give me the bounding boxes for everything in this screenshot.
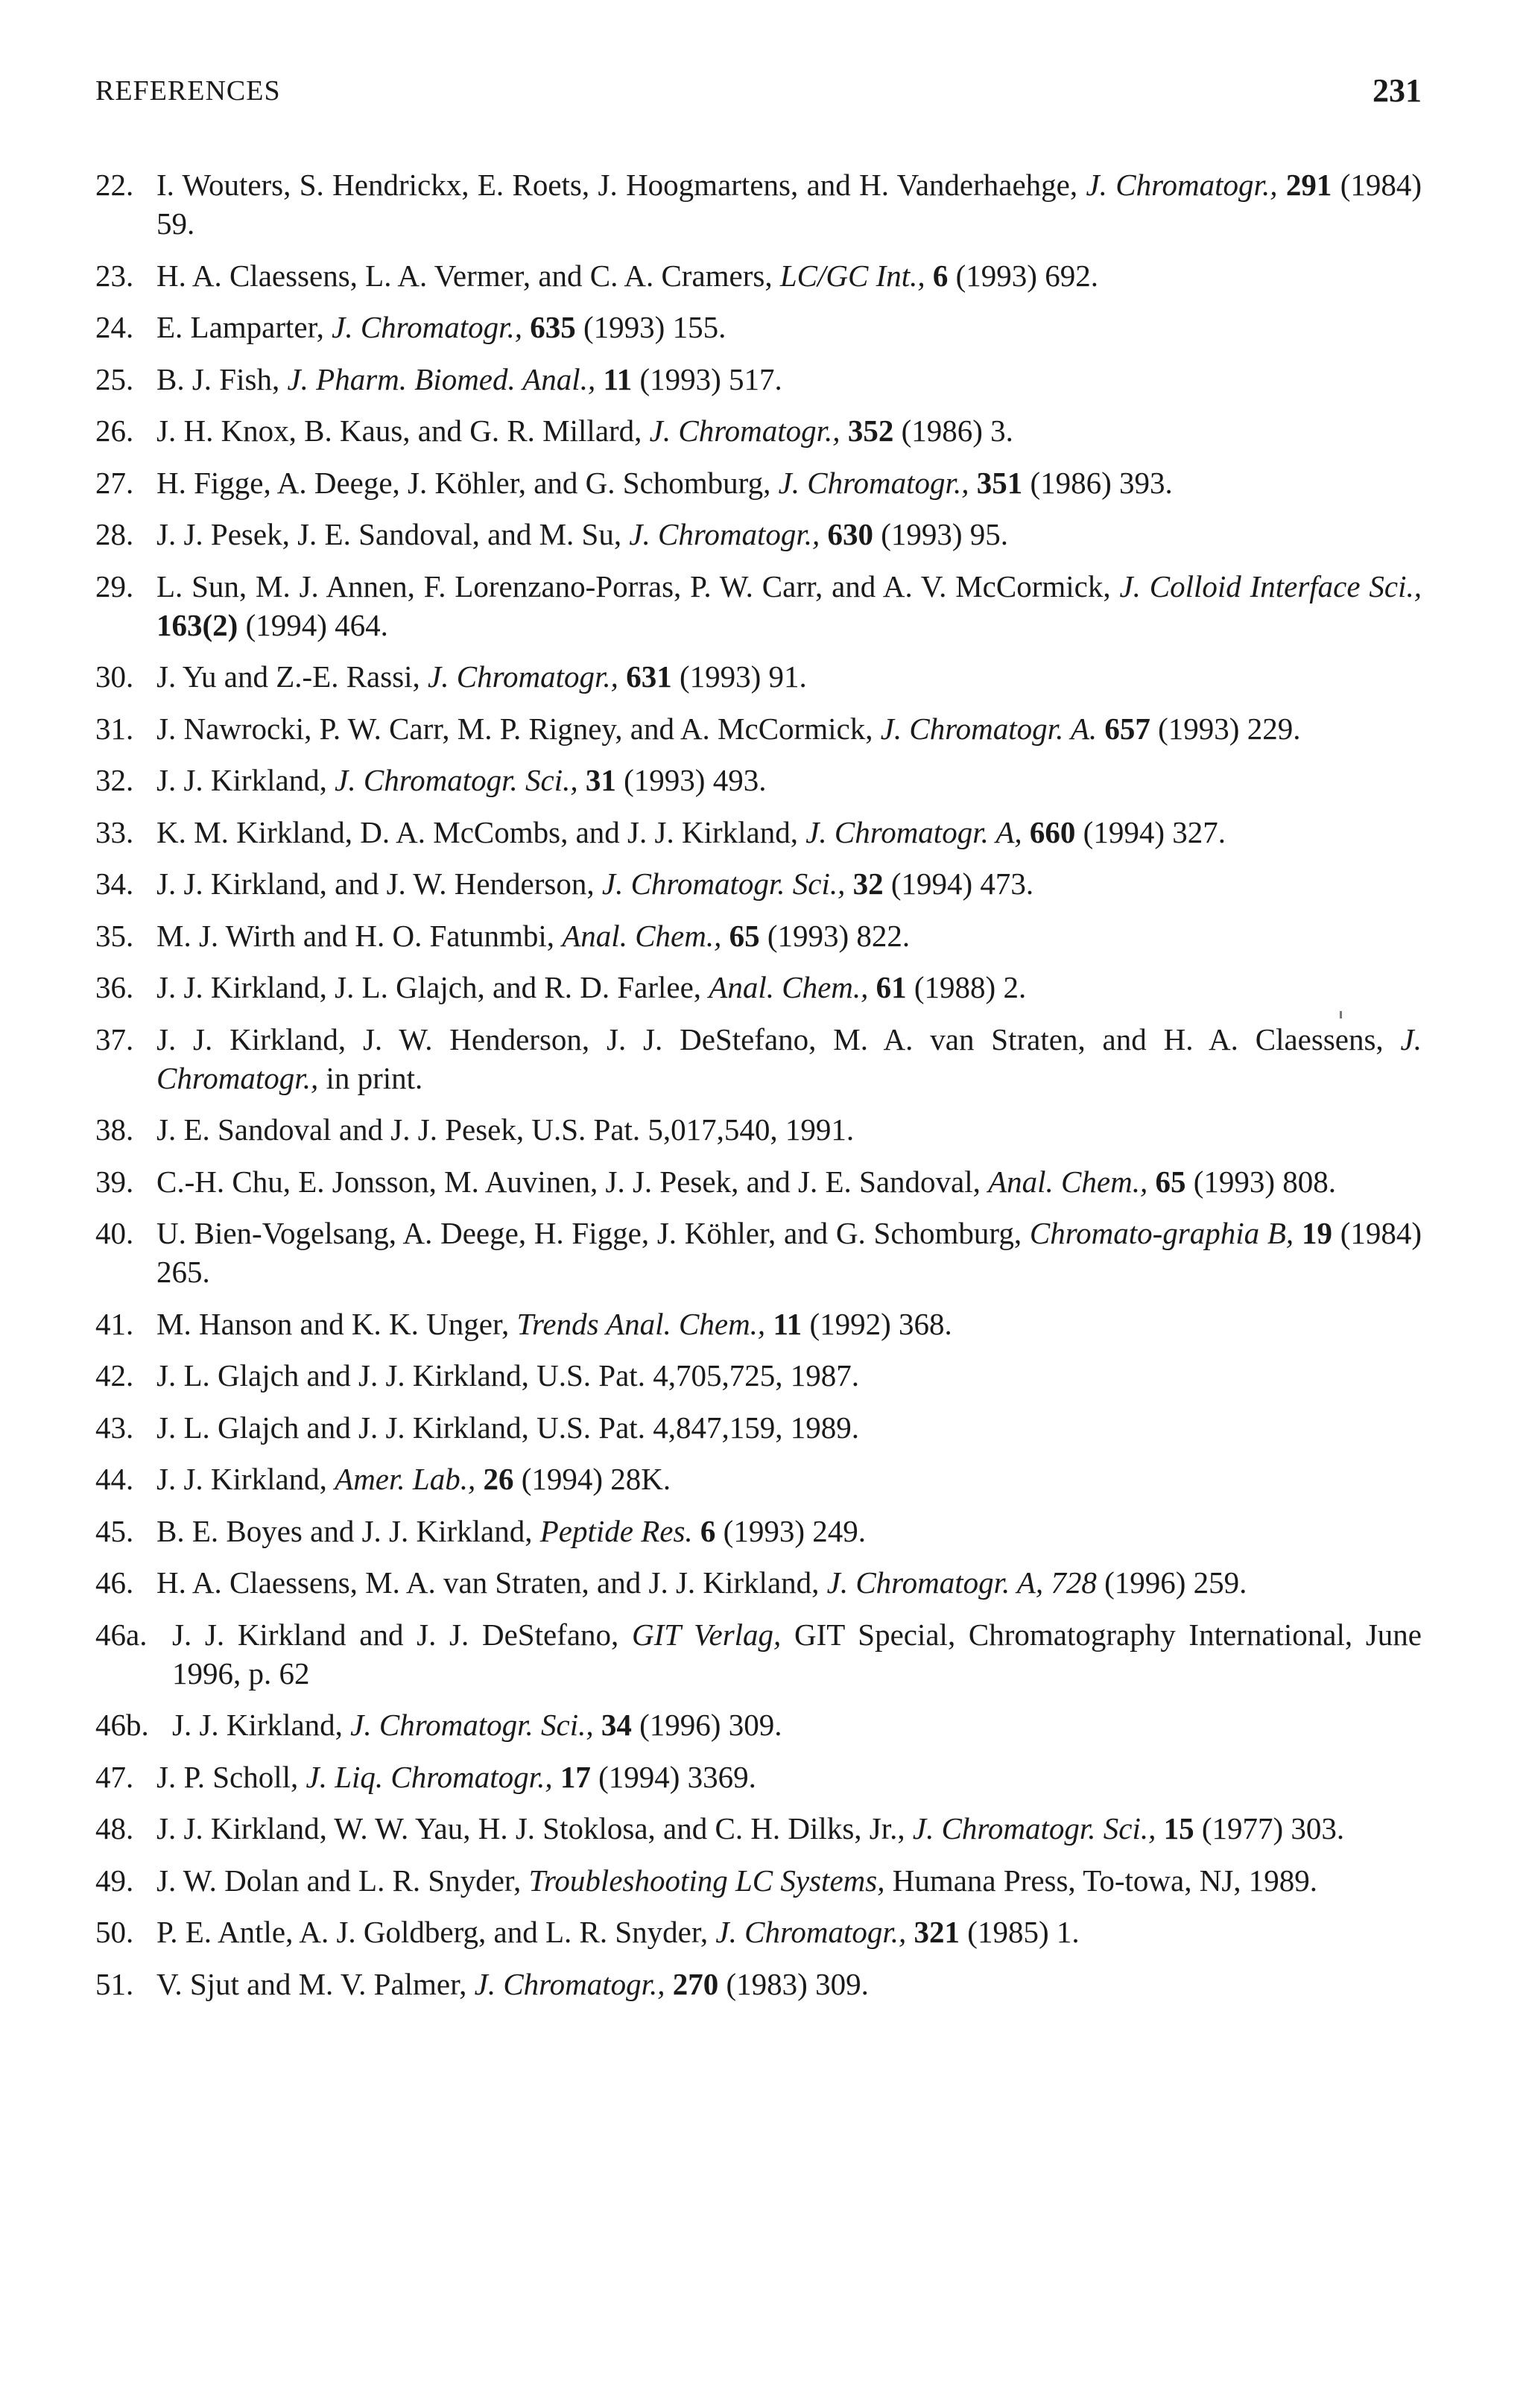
reference-item [95,864,1422,903]
reference-volume: 630 [827,517,873,551]
running-header [95,72,1422,119]
reference-source: J. Chromatogr. Sci., [912,1811,1156,1845]
reference-source: J. Chromatogr., [1086,168,1278,202]
reference-volume: 163(2) [156,607,238,642]
reference-text [1294,1216,1302,1250]
reference-volume: 6 [700,1513,716,1548]
reference-item [95,1110,1422,1149]
reference-text [840,414,848,448]
reference-source: J. Chromatogr. Sci., [350,1708,594,1742]
reference-source: J. Chromatogr., [428,659,618,694]
reference-text [553,1760,560,1794]
reference-text [969,466,976,500]
reference-source: Anal. Chem., [562,918,722,953]
reference-text [868,970,876,1004]
reference-text: (1993) 517. [632,361,782,396]
reference-item [95,968,1422,1007]
reference-text: J. Nawrocki, P. W. Carr, M. P. Rigney, and A. McCormick, [156,711,881,746]
reference-text: (1993) 808. [1185,1164,1337,1199]
reference-list [95,165,1422,2016]
reference-source: J. Chromatogr., [778,465,969,500]
reference-number: 44. [95,1462,134,1496]
reference-number: 23. [95,258,134,293]
reference-source: J. Pharm. Biomed. Anal., [287,361,596,396]
reference-number: 46b. [95,1708,149,1742]
reference-source: J. Chromatogr. Sci., [601,866,846,901]
reference-text: J. H. Knox, B. Kaus, and G. R. Millard, [156,414,650,448]
reference-text: J. E. Sandoval and J. J. Pesek, U.S. Pat. 5,017,540, 1991. [156,1112,855,1147]
reference-text [693,1514,700,1548]
reference-item [95,1408,1422,1447]
reference-item [95,1162,1422,1201]
reference-source: Troubleshooting LC Systems, [528,1863,885,1898]
reference-number: 48. [95,1811,134,1845]
reference-item [95,1512,1422,1550]
reference-text: (1988) 2. [906,970,1027,1004]
reference-volume: 6 [932,258,949,293]
reference-text: J. L. Glajch and J. J. Kirkland, U.S. Pat. 4,847,159, 1989. [156,1410,859,1445]
reference-text: J. L. Glajch and J. J. Kirkland, U.S. Pat. 4,705,725, 1987. [156,1358,859,1392]
reference-text: B. J. Fish, [156,361,288,396]
reference-number: 41. [95,1306,134,1341]
reference-item [95,515,1422,554]
reference-text: (1996) 259. [1096,1565,1247,1600]
reference-text [765,1307,773,1341]
reference-number: 28. [95,517,134,551]
reference-source: Amer. Lab., [335,1462,476,1496]
reference-number: 24. [95,310,134,344]
reference-number: 29. [95,568,134,603]
reference-text [721,919,729,953]
reference-text: (1983) 309. [718,1966,869,2001]
reference-source: GIT Verlag, [631,1617,782,1652]
reference-volume: 61 [876,970,907,1004]
reference-item [95,1563,1422,1602]
reference-number: 39. [95,1164,134,1199]
reference-number: 31. [95,711,134,746]
reference-text: J. J. Kirkland, [172,1708,351,1742]
reference-text: J. J. Kirkland, J. L. Glajch, and R. D. Farlee, [156,970,709,1004]
reference-text: (1993) 249. [715,1513,866,1548]
reference-text: (1993) 155. [575,310,726,344]
reference-item [95,411,1422,450]
reference-number: 33. [95,814,134,849]
reference-text: Humana Press, To-towa, NJ, 1989. [884,1863,1318,1898]
reference-text [925,259,933,293]
reference-text: J. J. Pesek, J. E. Sandoval, and M. Su, [156,517,630,551]
reference-volume: 291 [1285,168,1332,202]
reference-item [95,1356,1422,1395]
reference-text: (1993) 822. [759,918,911,953]
scan-speck [1340,1011,1342,1018]
reference-source: Anal. Chem., [709,970,869,1004]
reference-text: J. J. Kirkland, J. W. Henderson, J. J. DeStefano, M. A. van Straten, and H. A. Claessens, [156,1021,1401,1056]
reference-source: J. Chromatogr., [629,517,820,551]
reference-volume: 660 [1029,814,1076,849]
reference-text: GIT Special, Chromatography International, June 1996, p. 62 [172,1617,1422,1691]
reference-number: 43. [95,1410,134,1445]
reference-item [95,256,1422,295]
reference-text [845,866,852,901]
reference-volume: 11 [603,361,633,396]
reference-number: 34. [95,866,134,901]
reference-text: (1996) 309. [631,1708,782,1742]
reference-source: J. Chromatogr. A, 728 [826,1565,1097,1600]
reference-source: J. Chromatogr., [332,310,523,344]
reference-item [95,567,1422,644]
reference-number: 40. [95,1216,134,1250]
reference-text [1097,712,1104,746]
reference-item [95,1615,1422,1693]
reference-volume: 657 [1104,711,1150,746]
reference-text [1277,168,1285,202]
reference-text: (1994) 3369. [590,1759,756,1794]
reference-volume: 17 [560,1759,591,1794]
reference-text [1147,1165,1155,1199]
reference-source: Chromato-graphia B, [1029,1216,1294,1250]
reference-text: M. J. Wirth and H. O. Fatunmbi, [156,918,563,953]
reference-volume: 32 [852,866,884,901]
reference-text: C.-H. Chu, E. Jonsson, M. Auvinen, J. J. Pesek, and J. E. Sandoval, [156,1164,989,1199]
reference-text: J. J. Kirkland, [156,763,335,797]
reference-item [95,1965,1422,2003]
reference-text [594,1708,601,1742]
reference-volume: 15 [1163,1811,1194,1845]
reference-text: J. J. Kirkland and J. J. DeStefano, [172,1617,632,1652]
reference-item [95,360,1422,399]
reference-text: (1992) 368. [802,1306,952,1341]
reference-text: H. A. Claessens, M. A. van Straten, and J. J. Kirkland, [156,1565,827,1600]
reference-volume: 19 [1301,1216,1332,1250]
reference-text: in print. [318,1060,423,1095]
reference-text: (1977) 303. [1194,1811,1345,1845]
reference-volume: 31 [585,763,616,797]
reference-source: J. Chromatogr., [715,1915,907,1949]
reference-item [95,1758,1422,1796]
reference-source: J. Colloid Interface Sci., [1119,568,1422,603]
reference-number: 46a. [95,1617,148,1652]
reference-source: J. Chromatogr. A, [805,814,1022,849]
reference-text [1022,815,1030,849]
reference-text [906,1915,914,1949]
reference-item [95,916,1422,955]
reference-text [1156,1811,1163,1845]
reference-volume: 351 [976,465,1023,500]
reference-source: Trends Anal. Chem., [516,1306,766,1341]
reference-source: J. Chromatogr. Sci., [335,763,578,797]
reference-text: (1993) 91. [671,659,807,694]
reference-source: J. Liq. Chromatogr., [305,1759,553,1794]
section-title: REFERENCES [95,75,281,107]
reference-volume: 65 [1155,1164,1186,1199]
reference-text: J. Yu and Z.-E. Rassi, [156,659,428,694]
reference-source: J. Chromatogr., [474,1966,665,2001]
reference-text: V. Sjut and M. V. Palmer, [156,1966,475,2001]
reference-text: M. Hanson and K. K. Unger, [156,1306,517,1341]
reference-number: 22. [95,168,134,202]
reference-number: 32. [95,763,134,797]
reference-item [95,1861,1422,1900]
reference-text: (1994) 28K. [513,1462,671,1496]
reference-text: U. Bien-Vogelsang, A. Deege, H. Figge, J. Köhler, and G. Schomburg, [156,1216,1030,1250]
reference-item [95,1705,1422,1744]
reference-text [578,763,586,797]
reference-number: 26. [95,414,134,448]
reference-number: 46. [95,1565,134,1600]
reference-source: LC/GC Int., [779,258,925,293]
reference-source: Peptide Res. [539,1513,693,1548]
reference-text [475,1462,483,1496]
reference-text [820,517,827,551]
reference-text [522,310,530,344]
reference-volume: 65 [729,918,760,953]
reference-number: 47. [95,1759,134,1794]
reference-item [95,1460,1422,1498]
reference-number: 25. [95,361,134,396]
reference-item [95,709,1422,748]
reference-number: 45. [95,1513,134,1548]
reference-number: 27. [95,465,134,500]
reference-text: (1993) 692. [948,258,1098,293]
reference-source: J. Chromatogr. A. [880,711,1098,746]
reference-text: (1986) 393. [1022,465,1173,500]
reference-text: (1986) 3. [893,414,1013,448]
reference-text: (1985) 1. [960,1915,1080,1949]
page-number: 231 [1373,72,1422,109]
reference-text: (1994) 327. [1075,814,1226,849]
reference-item [95,761,1422,799]
reference-text: J. J. Kirkland, [156,1462,335,1496]
reference-number: 37. [95,1021,134,1056]
reference-volume: 11 [773,1306,802,1341]
reference-text: J. P. Scholl, [156,1759,306,1794]
reference-text [595,362,603,396]
reference-text: J. W. Dolan and L. R. Snyder, [156,1863,529,1898]
reference-item [95,813,1422,852]
reference-number: 36. [95,970,134,1004]
reference-text: L. Sun, M. J. Annen, F. Lorenzano-Porras, P. W. Carr, and A. V. McCormick, [156,568,1120,603]
reference-source: J. Chromatogr., [649,414,840,448]
reference-text [618,659,626,694]
reference-number: 38. [95,1112,134,1147]
reference-text: (1994) 473. [883,866,1034,901]
reference-source: Anal. Chem., [988,1164,1148,1199]
reference-item [95,1305,1422,1343]
reference-volume: 631 [626,659,672,694]
reference-text: (1994) 464. [238,607,388,642]
reference-text: (1993) 229. [1150,711,1301,746]
reference-number: 35. [95,918,134,953]
reference-volume: 26 [483,1462,514,1496]
reference-number: 50. [95,1915,134,1949]
reference-text: (1993) 493. [615,763,767,797]
reference-text: (1984) 59. [156,168,1422,241]
reference-item [95,165,1422,243]
reference-item [95,1214,1422,1291]
reference-text: J. J. Kirkland, and J. W. Henderson, [156,866,602,901]
reference-item [95,1809,1422,1848]
reference-number: 42. [95,1358,134,1392]
reference-text: K. M. Kirkland, D. A. McCombs, and J. J. Kirkland, [156,814,806,849]
reference-text: H. Figge, A. Deege, J. Köhler, and G. Schomburg, [156,465,779,500]
reference-volume: 321 [914,1915,960,1949]
reference-item [95,657,1422,696]
reference-number: 30. [95,659,134,694]
reference-volume: 352 [847,414,894,448]
reference-text [665,1967,673,2001]
reference-item [95,308,1422,346]
reference-text: B. E. Boyes and J. J. Kirkland, [156,1513,540,1548]
reference-number: 51. [95,1966,134,2001]
reference-item [95,1020,1422,1097]
reference-text: J. J. Kirkland, W. W. Yau, H. J. Stoklosa, and C. H. Dilks, Jr., [156,1811,913,1845]
reference-text: P. E. Antle, A. J. Goldberg, and L. R. Snyder, [156,1915,716,1949]
reference-volume: 270 [672,1966,719,2001]
reference-item [95,463,1422,502]
reference-item [95,1913,1422,1951]
reference-source: J. Chromatogr., [156,1021,1422,1095]
reference-text: H. A. Claessens, L. A. Vermer, and C. A. Cramers, [156,258,780,293]
reference-text: I. Wouters, S. Hendrickx, E. Roets, J. Hoogmartens, and H. Vanderhaehge, [156,168,1086,202]
reference-volume: 635 [530,310,576,344]
reference-text: (1993) 95. [873,517,1009,551]
reference-number: 49. [95,1863,134,1898]
reference-text: (1984) 265. [156,1216,1422,1289]
reference-volume: 34 [601,1708,632,1742]
reference-text: E. Lamparter, [156,310,332,344]
